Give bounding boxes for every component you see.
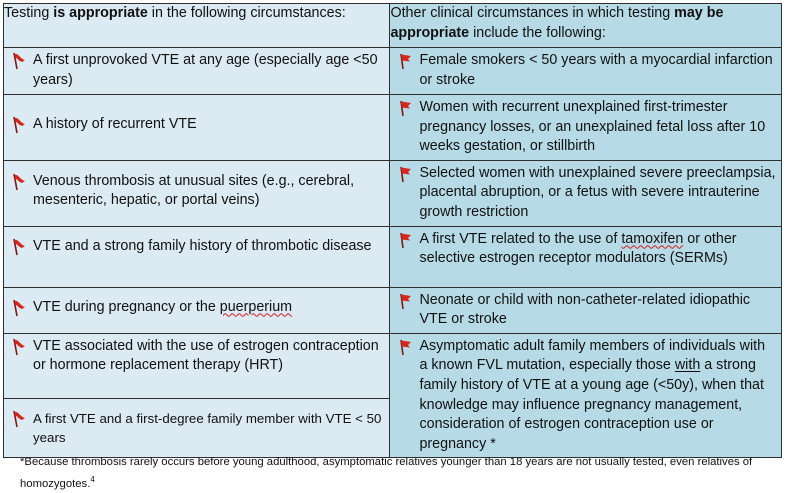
- header-right: [390, 4, 782, 48]
- left-item-3: [4, 160, 390, 226]
- right-item-2: [390, 95, 782, 161]
- header-left-post: in the following circumstances:: [147, 5, 346, 21]
- left-item-6: [4, 333, 390, 398]
- left-item-text: A first unprovoked VTE at any age (especially age <50 years): [33, 52, 378, 88]
- footnote-star: *: [20, 456, 25, 468]
- misspelled-word: puerperium: [219, 298, 293, 315]
- left-item-text: Venous thrombosis at unusual sites (e.g., cerebral, mesenteric, hepatic, or portal veins): [33, 172, 355, 209]
- underlined-word: with: [674, 357, 701, 374]
- left-item-4: [4, 226, 390, 287]
- red-flag-icon: [397, 292, 419, 310]
- left-item-1: [4, 48, 390, 95]
- left-item-text: VTE associated with the use of estrogen contraception or hormone replacement therapy (HRT): [33, 337, 379, 374]
- red-flag-icon: [11, 338, 33, 356]
- right-item-4: [390, 226, 782, 287]
- header-right-pre: Other clinical circumstances in which testing: [390, 5, 675, 21]
- left-item-text: VTE and a strong family history of thrombotic disease: [33, 237, 372, 254]
- red-flag-icon: [397, 165, 419, 183]
- right-item-6: [390, 333, 782, 458]
- footnote-text: Because thrombosis rarely occurs before young adulthood, asymptomatic relatives younger than 18 years are not usually tested, even relatives of homozygotes.: [20, 456, 753, 490]
- red-flag-icon: [11, 238, 33, 256]
- right-item-text: Asymptomatic adult family members of individuals with a known FVL mutation, especially those with a strong family history of VTE at a young age (<50y), when that knowledge may influence pregnancy management, consideration of estrogen contraception use or pregnancy *: [419, 337, 766, 452]
- right-item-text: Women with recurrent unexplained first-trimester pregnancy losses, or an unexplained fetal loss after 10 weeks gestation, or stillbirth: [419, 99, 766, 155]
- misspelled-word: tamoxifen: [621, 230, 684, 247]
- right-item-5: [390, 287, 782, 333]
- right-item-3: [390, 160, 782, 226]
- right-item-text: Female smokers < 50 years with a myocardial infarction or stroke: [419, 52, 773, 88]
- right-item-text: Neonate or child with non-catheter-related idiopathic VTE or stroke: [419, 291, 751, 328]
- left-item-text: A first VTE and a first-degree family member with VTE < 50 years: [33, 410, 382, 446]
- left-item-7: [4, 398, 390, 458]
- testing-table: [3, 3, 782, 458]
- red-flag-icon: [11, 173, 33, 191]
- right-item-text: Selected women with unexplained severe preeclampsia, placental abruption, or a fetus with severe intrauterine growth restriction: [419, 164, 776, 220]
- red-flag-icon: [11, 116, 33, 134]
- footnote: [20, 454, 780, 493]
- red-flag-icon: [11, 299, 33, 317]
- header-right-post: include the following:: [469, 24, 606, 41]
- right-item-1: [390, 48, 782, 95]
- red-flag-icon: [11, 52, 33, 70]
- header-right-bold: may be appropriate: [390, 5, 724, 41]
- red-flag-icon: [397, 99, 419, 117]
- red-flag-icon: [397, 52, 419, 70]
- left-item-text: VTE during pregnancy or the puerperium: [33, 298, 293, 315]
- header-left-pre: Testing: [4, 5, 54, 21]
- footnote-ref: 4: [90, 475, 95, 484]
- left-item-5: [4, 287, 390, 333]
- left-item-text: A history of recurrent VTE: [33, 116, 197, 132]
- header-left-bold: is appropriate: [53, 5, 148, 21]
- red-flag-icon: [11, 410, 33, 428]
- left-item-2: [4, 95, 390, 161]
- red-flag-icon: [397, 338, 419, 356]
- red-flag-icon: [397, 231, 419, 249]
- right-item-text: A first VTE related to the use of tamoxifen or other selective estrogen receptor modulators (SERMs): [419, 230, 737, 267]
- header-left: [4, 4, 390, 48]
